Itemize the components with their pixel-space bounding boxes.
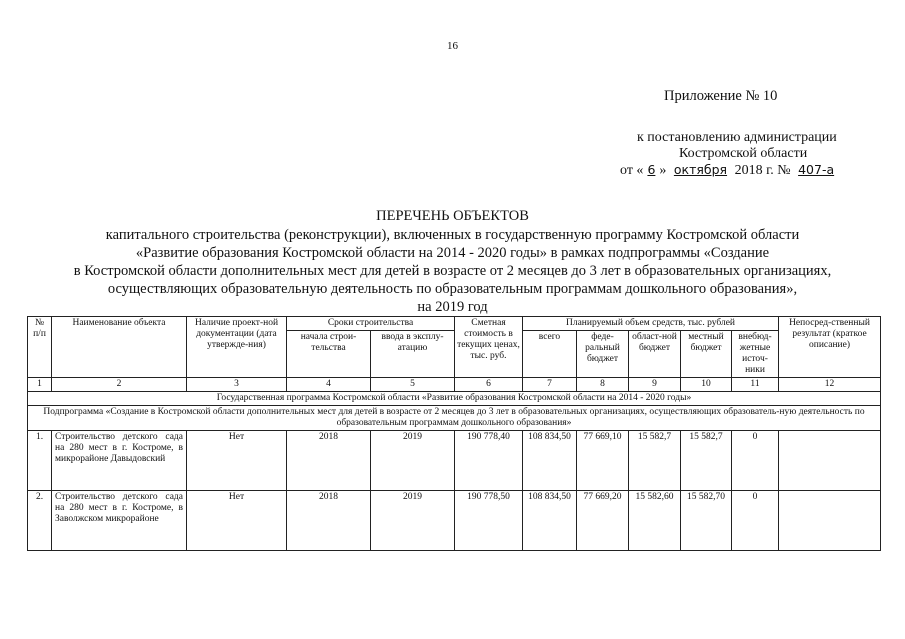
column-number: 10: [681, 378, 732, 392]
header-num: № п/п: [28, 317, 52, 378]
column-number: 2: [52, 378, 187, 392]
header-planned: Планируемый объем средств, тыс. рублей: [523, 317, 779, 331]
date-month: октября: [673, 162, 728, 177]
column-numbers-row: [28, 378, 881, 392]
header-start: начала строи-тельства: [287, 331, 371, 378]
row-federal: 77 669,20: [577, 491, 629, 551]
row-estimate: 190 778,40: [455, 431, 523, 491]
column-number: 3: [187, 378, 287, 392]
column-number: 7: [523, 378, 577, 392]
date-year: 2018 г. №: [734, 163, 791, 178]
objects-table: [27, 316, 881, 551]
resolution-date-line: [620, 162, 838, 179]
heading-line-3: «Развитие образования Костромской области на 2014 - 2020 годы» в рамках подпрограммы «Создание: [135, 245, 770, 261]
heading-line-6: на 2019 год: [417, 299, 488, 315]
row-regional: 15 582,7: [629, 431, 681, 491]
row-estimate: 190 778,50: [455, 491, 523, 551]
row-total: 108 834,50: [523, 431, 577, 491]
row-start: 2018: [287, 491, 371, 551]
subprogram-row: [28, 406, 881, 431]
row-docs: Нет: [187, 491, 287, 551]
header-regional: област-ной бюджет: [629, 331, 681, 378]
header-federal: феде-ральный бюджет: [577, 331, 629, 378]
program-row: [28, 392, 881, 406]
header-offbudget: внебюд-жетные источ-ники: [732, 331, 779, 378]
date-prefix: от «: [620, 163, 644, 178]
header-total: всего: [523, 331, 577, 378]
row-docs: Нет: [187, 431, 287, 491]
column-number: 11: [732, 378, 779, 392]
date-day: 6: [647, 162, 656, 177]
header-result: Непосред-ственный результат (краткое описание): [779, 317, 881, 378]
table-row: [28, 491, 881, 551]
row-result: [779, 491, 881, 551]
row-local: 15 582,7: [681, 431, 732, 491]
page-number: 16: [447, 40, 458, 52]
header-name: Наименование объекта: [52, 317, 187, 378]
row-object-name: Строительство детского сада на 280 мест в г. Костроме, в Заволжском микрорайоне: [52, 491, 187, 551]
column-number: 1: [28, 378, 52, 392]
row-start: 2018: [287, 431, 371, 491]
column-number: 5: [371, 378, 455, 392]
header-estimate: Сметная стоимость в текущих ценах, тыс. руб.: [455, 317, 523, 378]
date-mid: »: [659, 163, 667, 178]
resolution-line-1: к постановлению администрации: [637, 130, 837, 145]
row-num: 2.: [28, 491, 52, 551]
column-number: 6: [455, 378, 523, 392]
row-num: 1.: [28, 431, 52, 491]
heading-line-2: капитального строительства (реконструкции), включенных в государственную программу Костромской области: [105, 227, 800, 243]
subprogram-title: Подпрограмма «Создание в Костромской области дополнительных мест для детей в возрасте от 2 месяцев до 3 лет в образовательных организациях, осуществляющих образователь-ную деятельность по образовательным программам дошкольного образования»: [28, 406, 881, 431]
row-commission: 2019: [371, 491, 455, 551]
row-commission: 2019: [371, 431, 455, 491]
table-row: [28, 431, 881, 491]
column-number: 9: [629, 378, 681, 392]
row-result: [779, 431, 881, 491]
row-offbudget: 0: [732, 491, 779, 551]
row-federal: 77 669,10: [577, 431, 629, 491]
header-row-1: [28, 317, 881, 331]
row-offbudget: 0: [732, 431, 779, 491]
column-number: 8: [577, 378, 629, 392]
header-terms: Сроки строительства: [287, 317, 455, 331]
header-commission: ввода в эксплу-атацию: [371, 331, 455, 378]
appendix-title: Приложение № 10: [664, 88, 778, 104]
document-title: ПЕРЕЧЕНЬ ОБЪЕКТОВ: [376, 208, 529, 224]
column-number: 4: [287, 378, 371, 392]
header-local: местный бюджет: [681, 331, 732, 378]
row-object-name: Строительство детского сада на 280 мест в г. Костроме, в микрорайоне Давыдовский: [52, 431, 187, 491]
row-regional: 15 582,60: [629, 491, 681, 551]
resolution-line-2: Костромской области: [679, 146, 808, 161]
resolution-number: 407-а: [798, 162, 835, 177]
column-number: 12: [779, 378, 881, 392]
heading-line-5: осуществляющих образовательную деятельность по образовательным программам дошкольного образования»,: [107, 281, 798, 297]
header-docs: Наличие проект-ной документации (дата утвержде-ния): [187, 317, 287, 378]
row-local: 15 582,70: [681, 491, 732, 551]
row-total: 108 834,50: [523, 491, 577, 551]
heading-line-4: в Костромской области дополнительных мест для детей в возрасте от 2 месяцев до 3 лет в образовательных организациях,: [73, 263, 832, 279]
program-title: Государственная программа Костромской области «Развитие образования Костромской области на 2014 - 2020 годы»: [28, 392, 881, 406]
